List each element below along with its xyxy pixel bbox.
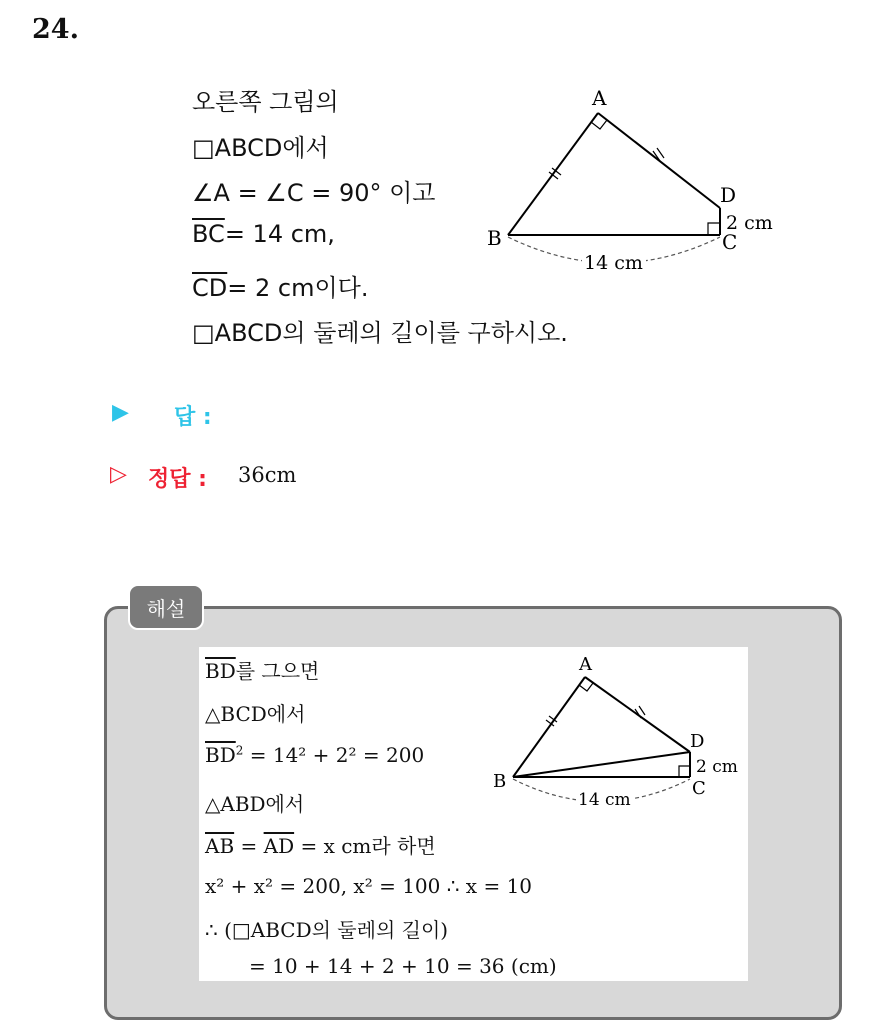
segment-bd: $\overline{BD}$	[205, 659, 236, 683]
solution-line-5	[205, 830, 436, 859]
bc-length-label: 14 cm	[584, 252, 643, 274]
correct-arrow-icon: ▷	[110, 462, 127, 487]
label-a: A	[592, 86, 607, 110]
cd-length-label: 2 cm	[726, 212, 773, 234]
quadrilateral-abcd	[508, 113, 720, 235]
solution-line-3-text: = 14² + 2² = 200	[243, 743, 425, 767]
exponent: 2	[235, 743, 244, 758]
answer-label: 답 :	[174, 405, 212, 430]
cd-length-text: = 2 cm이다.	[227, 274, 369, 302]
tick-mark-ad-solution	[635, 706, 645, 718]
label-a-solution: A	[579, 654, 592, 675]
segment-bd-squared: $\overline{BD}$	[205, 743, 236, 767]
segment-bc: $\overline{BC}$	[192, 220, 225, 248]
question-line-4	[192, 220, 335, 248]
solution-tag: 해설	[128, 584, 204, 630]
right-angle-mark-c	[708, 223, 720, 235]
question-line-5	[192, 268, 368, 303]
question-line-2: □ABCD에서	[192, 134, 329, 162]
solution-line-6: x² + x² = 200, x² = 100 ∴ x = 10	[205, 874, 533, 898]
correct-answer-value: 36cm	[238, 463, 297, 487]
bc-length-label-solution: 14 cm	[578, 790, 631, 810]
right-angle-mark-a-solution	[579, 683, 593, 691]
solution-line-7: ∴ (□ABCD의 둘레의 길이)	[205, 918, 449, 942]
answer-arrow-icon: ▶	[112, 400, 129, 425]
segment-ab: $\overline{AB}$	[205, 834, 235, 858]
label-d: D	[720, 183, 737, 207]
quadrilateral-abcd-solution	[513, 677, 690, 777]
solution-line-8: = 10 + 14 + 2 + 10 = 36 (cm)	[249, 954, 557, 978]
label-b: B	[487, 226, 502, 250]
tick-mark-ad	[653, 148, 664, 161]
question-line-1: 오른쪽 그림의	[192, 88, 339, 116]
solution-line-1-text: 를 그으면	[235, 659, 320, 683]
solution-line-3	[205, 743, 424, 767]
label-b-solution: B	[493, 771, 507, 792]
question-line-6: □ABCD의 둘레의 길이를 구하시오.	[192, 319, 568, 347]
label-c-solution: C	[692, 778, 706, 799]
solution-line-4: △ABD에서	[205, 792, 305, 816]
solution-figure	[488, 650, 748, 815]
label-d-solution: D	[690, 731, 705, 752]
question-number: 24.	[32, 14, 79, 45]
correct-label: 정답 :	[148, 467, 207, 492]
cd-length-label-solution: 2 cm	[696, 757, 738, 777]
right-angle-mark-c-solution	[679, 766, 690, 777]
solution-line-1	[205, 655, 319, 684]
segment-cd: $\overline{CD}$	[192, 274, 228, 302]
question-line-3: ∠A = ∠C = 90° 이고	[192, 179, 436, 207]
bc-length-text: = 14 cm,	[224, 220, 335, 248]
equals-sign: =	[234, 834, 264, 858]
segment-ad: $\overline{AD}$	[263, 834, 295, 858]
right-angle-mark-a	[591, 120, 607, 129]
question-figure	[470, 85, 790, 280]
solution-line-2: △BCD에서	[205, 702, 306, 726]
solution-line-5-text: = x cm라 하면	[294, 834, 436, 858]
label-c: C	[722, 230, 738, 254]
